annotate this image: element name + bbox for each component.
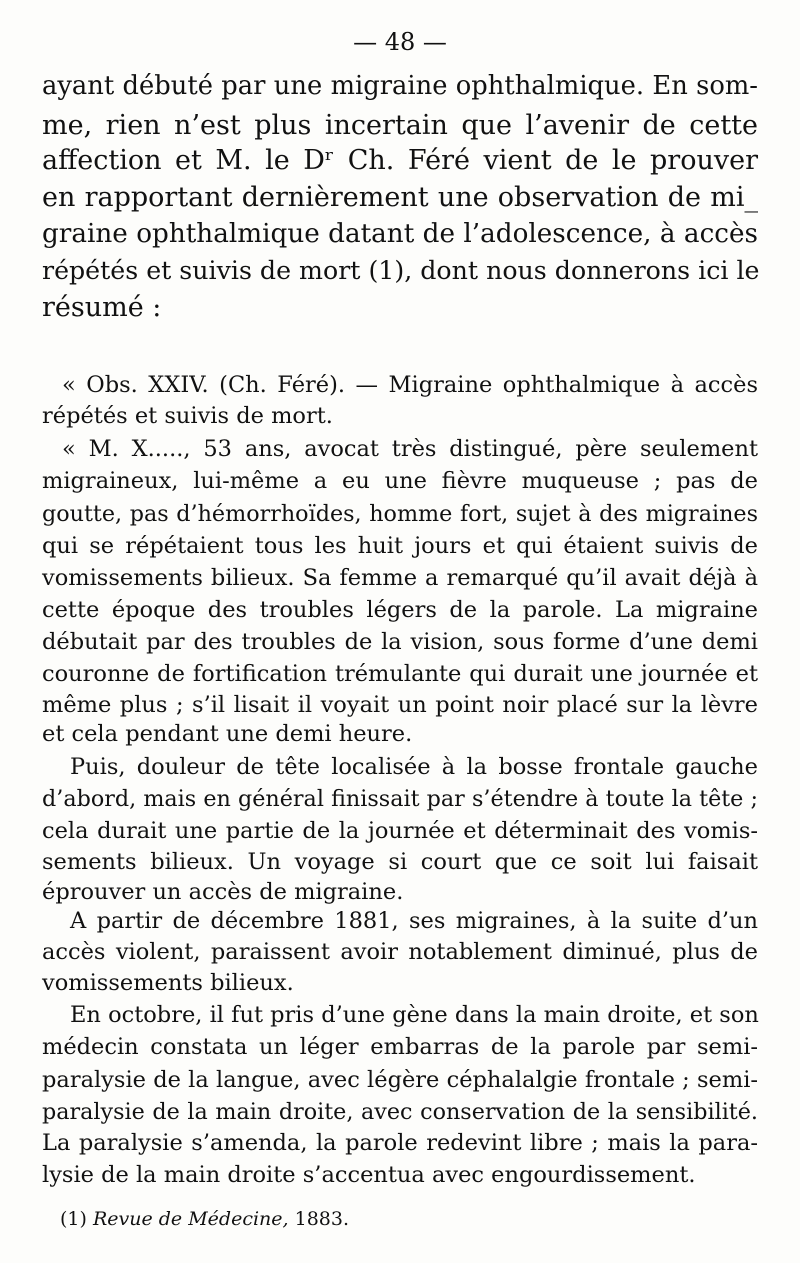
- quote-line: accès violent, paraissent avoir notablement diminué, plus de: [42, 939, 758, 965]
- quote-line: lysie de la main droite s’accentua avec engourdissement.: [42, 1162, 696, 1188]
- case-heading-line: répétés et suivis de mort.: [42, 403, 333, 429]
- body-line: en rapportant dernièrement une observation de mi_: [42, 182, 758, 213]
- quote-line: éprouver un accès de migraine.: [42, 879, 404, 905]
- case-heading-line: « Obs. XXIV. (Ch. Féré). — Migraine ophthalmique à accès: [62, 372, 758, 398]
- quote-line: débutait par des troubles de la vision, sous forme d’une demi: [42, 629, 758, 655]
- quote-line: vomissements bilieux.: [42, 970, 294, 996]
- quote-line: Puis, douleur de tête localisée à la bosse frontale gauche: [70, 754, 758, 780]
- quote-line: d’abord, mais en général finissait par s’étendre à toute la tête ;: [42, 786, 758, 812]
- quote-line: cette époque des troubles légers de la parole. La migraine: [42, 597, 758, 623]
- quote-line: sements bilieux. Un voyage si court que ce soit lui faisait: [42, 849, 758, 875]
- quote-line: couronne de fortification trémulante qui durait une journée et: [42, 661, 758, 687]
- footnote: [60, 1206, 349, 1232]
- quote-line: A partir de décembre 1881, ses migraines, à la suite d’un: [70, 908, 758, 934]
- quote-line: La paralysie s’amenda, la parole redevint libre ; mais la para-: [42, 1130, 758, 1156]
- quote-line: cela durait une partie de la journée et déterminait des vomis-: [42, 818, 758, 844]
- quote-line: et cela pendant une demi heure.: [42, 721, 413, 747]
- body-line: ayant débuté par une migraine ophthalmique. En som-: [42, 71, 758, 101]
- quote-line: médecin constata un léger embarras de la parole par semi-: [42, 1034, 758, 1060]
- quote-line: migraineux, lui-même a eu une fièvre muqueuse ; pas de: [42, 468, 758, 494]
- footnote-journal: Revue de Médecine,: [92, 1208, 289, 1230]
- quote-line: vomissements bilieux. Sa femme a remarqué qu’il avait déjà à: [42, 565, 758, 591]
- body-line: me, rien n’est plus incertain que l’avenir de cette: [42, 110, 758, 141]
- body-line: résumé :: [42, 292, 162, 323]
- page-number: — 48 —: [353, 28, 447, 56]
- quote-line: paralysie de la langue, avec légère céphalalgie frontale ; semi-: [42, 1067, 758, 1093]
- quote-line: qui se répétaient tous les huit jours et qui étaient suivis de: [42, 533, 758, 559]
- quote-line: paralysie de la main droite, avec conservation de la sensibilité.: [42, 1099, 758, 1125]
- footnote-year: 1883.: [294, 1208, 350, 1230]
- body-line: graine ophthalmique datant de l’adolescence, à accès: [42, 219, 758, 249]
- quote-line: goutte, pas d’hémorrhoïdes, homme fort, sujet à des migraines: [42, 501, 758, 527]
- body-line: répétés et suivis de mort (1), dont nous donnerons ici le: [42, 256, 760, 285]
- quote-line: même plus ; s’il lisait il voyait un point noir placé sur la lèvre: [42, 692, 758, 718]
- body-line: affection et M. le Dʳ Ch. Féré vient de le prouver: [42, 145, 758, 176]
- quote-line: En octobre, il fut pris d’une gène dans la main droite, et son: [70, 1002, 759, 1028]
- footnote-marker: (1): [60, 1208, 87, 1230]
- quote-line: « M. X....., 53 ans, avocat très distingué, père seulement: [62, 436, 758, 462]
